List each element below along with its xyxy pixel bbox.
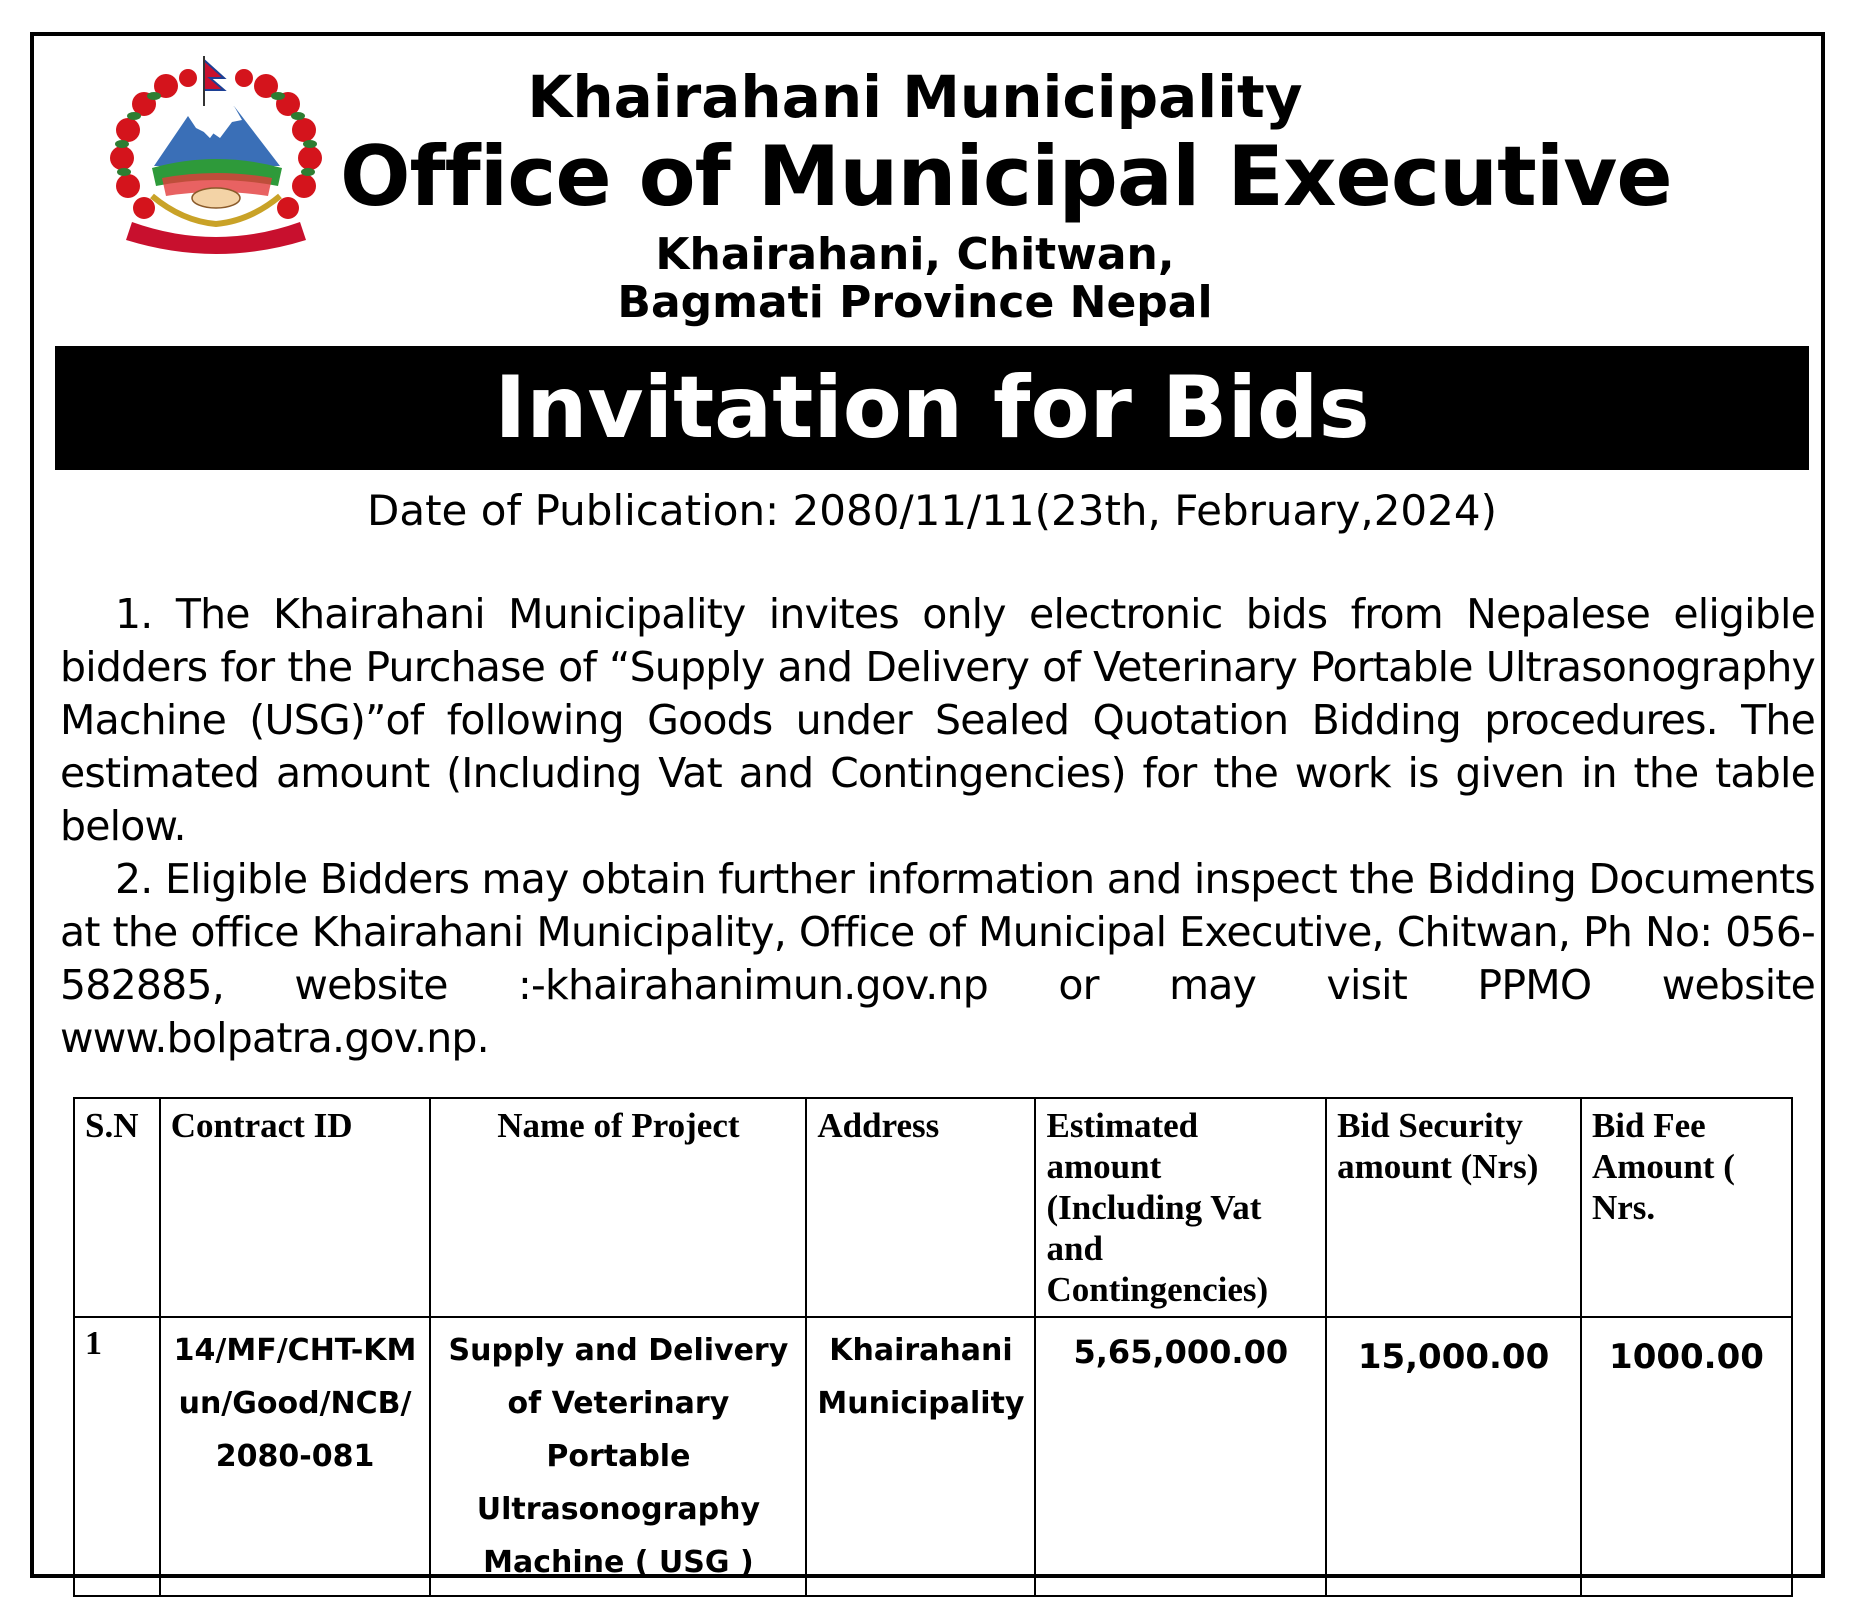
- office-title: Office of Municipal Executive: [340, 128, 1672, 225]
- municipality-name: Khairahani Municipality: [527, 63, 1303, 131]
- header-project-name: Name of Project: [430, 1098, 806, 1317]
- location-line-1: Khairahani, Chitwan,: [655, 229, 1175, 280]
- cell-contract-id: 14/MF/CHT-KMun/Good/NCB/2080-081: [160, 1317, 431, 1596]
- header-sn: S.N: [74, 1098, 160, 1317]
- table-header-row: [74, 1098, 1792, 1317]
- notice-paragraph-2: 2. Eligible Bidders may obtain further information and inspect the Bidding Documents at the office Khairahani Municipality, Office of Municipal Executive, Chitwan, Ph No: 056-582885, website :-khairahanimun.gov.np or may visit PPMO website www.bolpatra.gov.np.: [60, 855, 1815, 1062]
- table-row: [74, 1317, 1792, 1596]
- notice-title-banner: Invitation for Bids: [55, 346, 1809, 470]
- bid-details-table: [73, 1097, 1793, 1597]
- nepal-coat-of-arms-icon: [92, 46, 340, 256]
- notice-body: [60, 588, 1815, 1065]
- header-bid-fee: Bid Fee Amount ( Nrs.: [1581, 1098, 1792, 1317]
- notice-paragraph-1: 1. The Khairahani Municipality invites only electronic bids from Nepalese eligible bidders for the Purchase of “Supply and Delivery of Veterinary Portable Ultrasonography Machine (USG)”of following Goods under Sealed Quotation Bidding procedures. The estimated amount (Including Vat and Contingencies) for the work is given in the table below.: [60, 590, 1815, 850]
- cell-sn: 1: [74, 1317, 160, 1596]
- cell-address: Khairahani Municipality: [806, 1317, 1035, 1596]
- header-contract-id: Contract ID: [160, 1098, 431, 1317]
- cell-bid-security: 15,000.00: [1326, 1317, 1581, 1596]
- header-estimated-amount: Estimated amount (Including Vat and Contingencies): [1035, 1098, 1326, 1317]
- publication-date: Date of Publication: 2080/11/11(23th, February,2024): [367, 486, 1497, 535]
- cell-bid-fee: 1000.00: [1581, 1317, 1792, 1596]
- header-address: Address: [806, 1098, 1035, 1317]
- location-line-2: Bagmati Province Nepal: [617, 277, 1213, 328]
- header-bid-security: Bid Security amount (Nrs): [1326, 1098, 1581, 1317]
- cell-estimated-amount: 5,65,000.00: [1035, 1317, 1326, 1596]
- cell-project-name: Supply and Delivery of Veterinary Portable Ultrasonography Machine ( USG ): [430, 1317, 806, 1596]
